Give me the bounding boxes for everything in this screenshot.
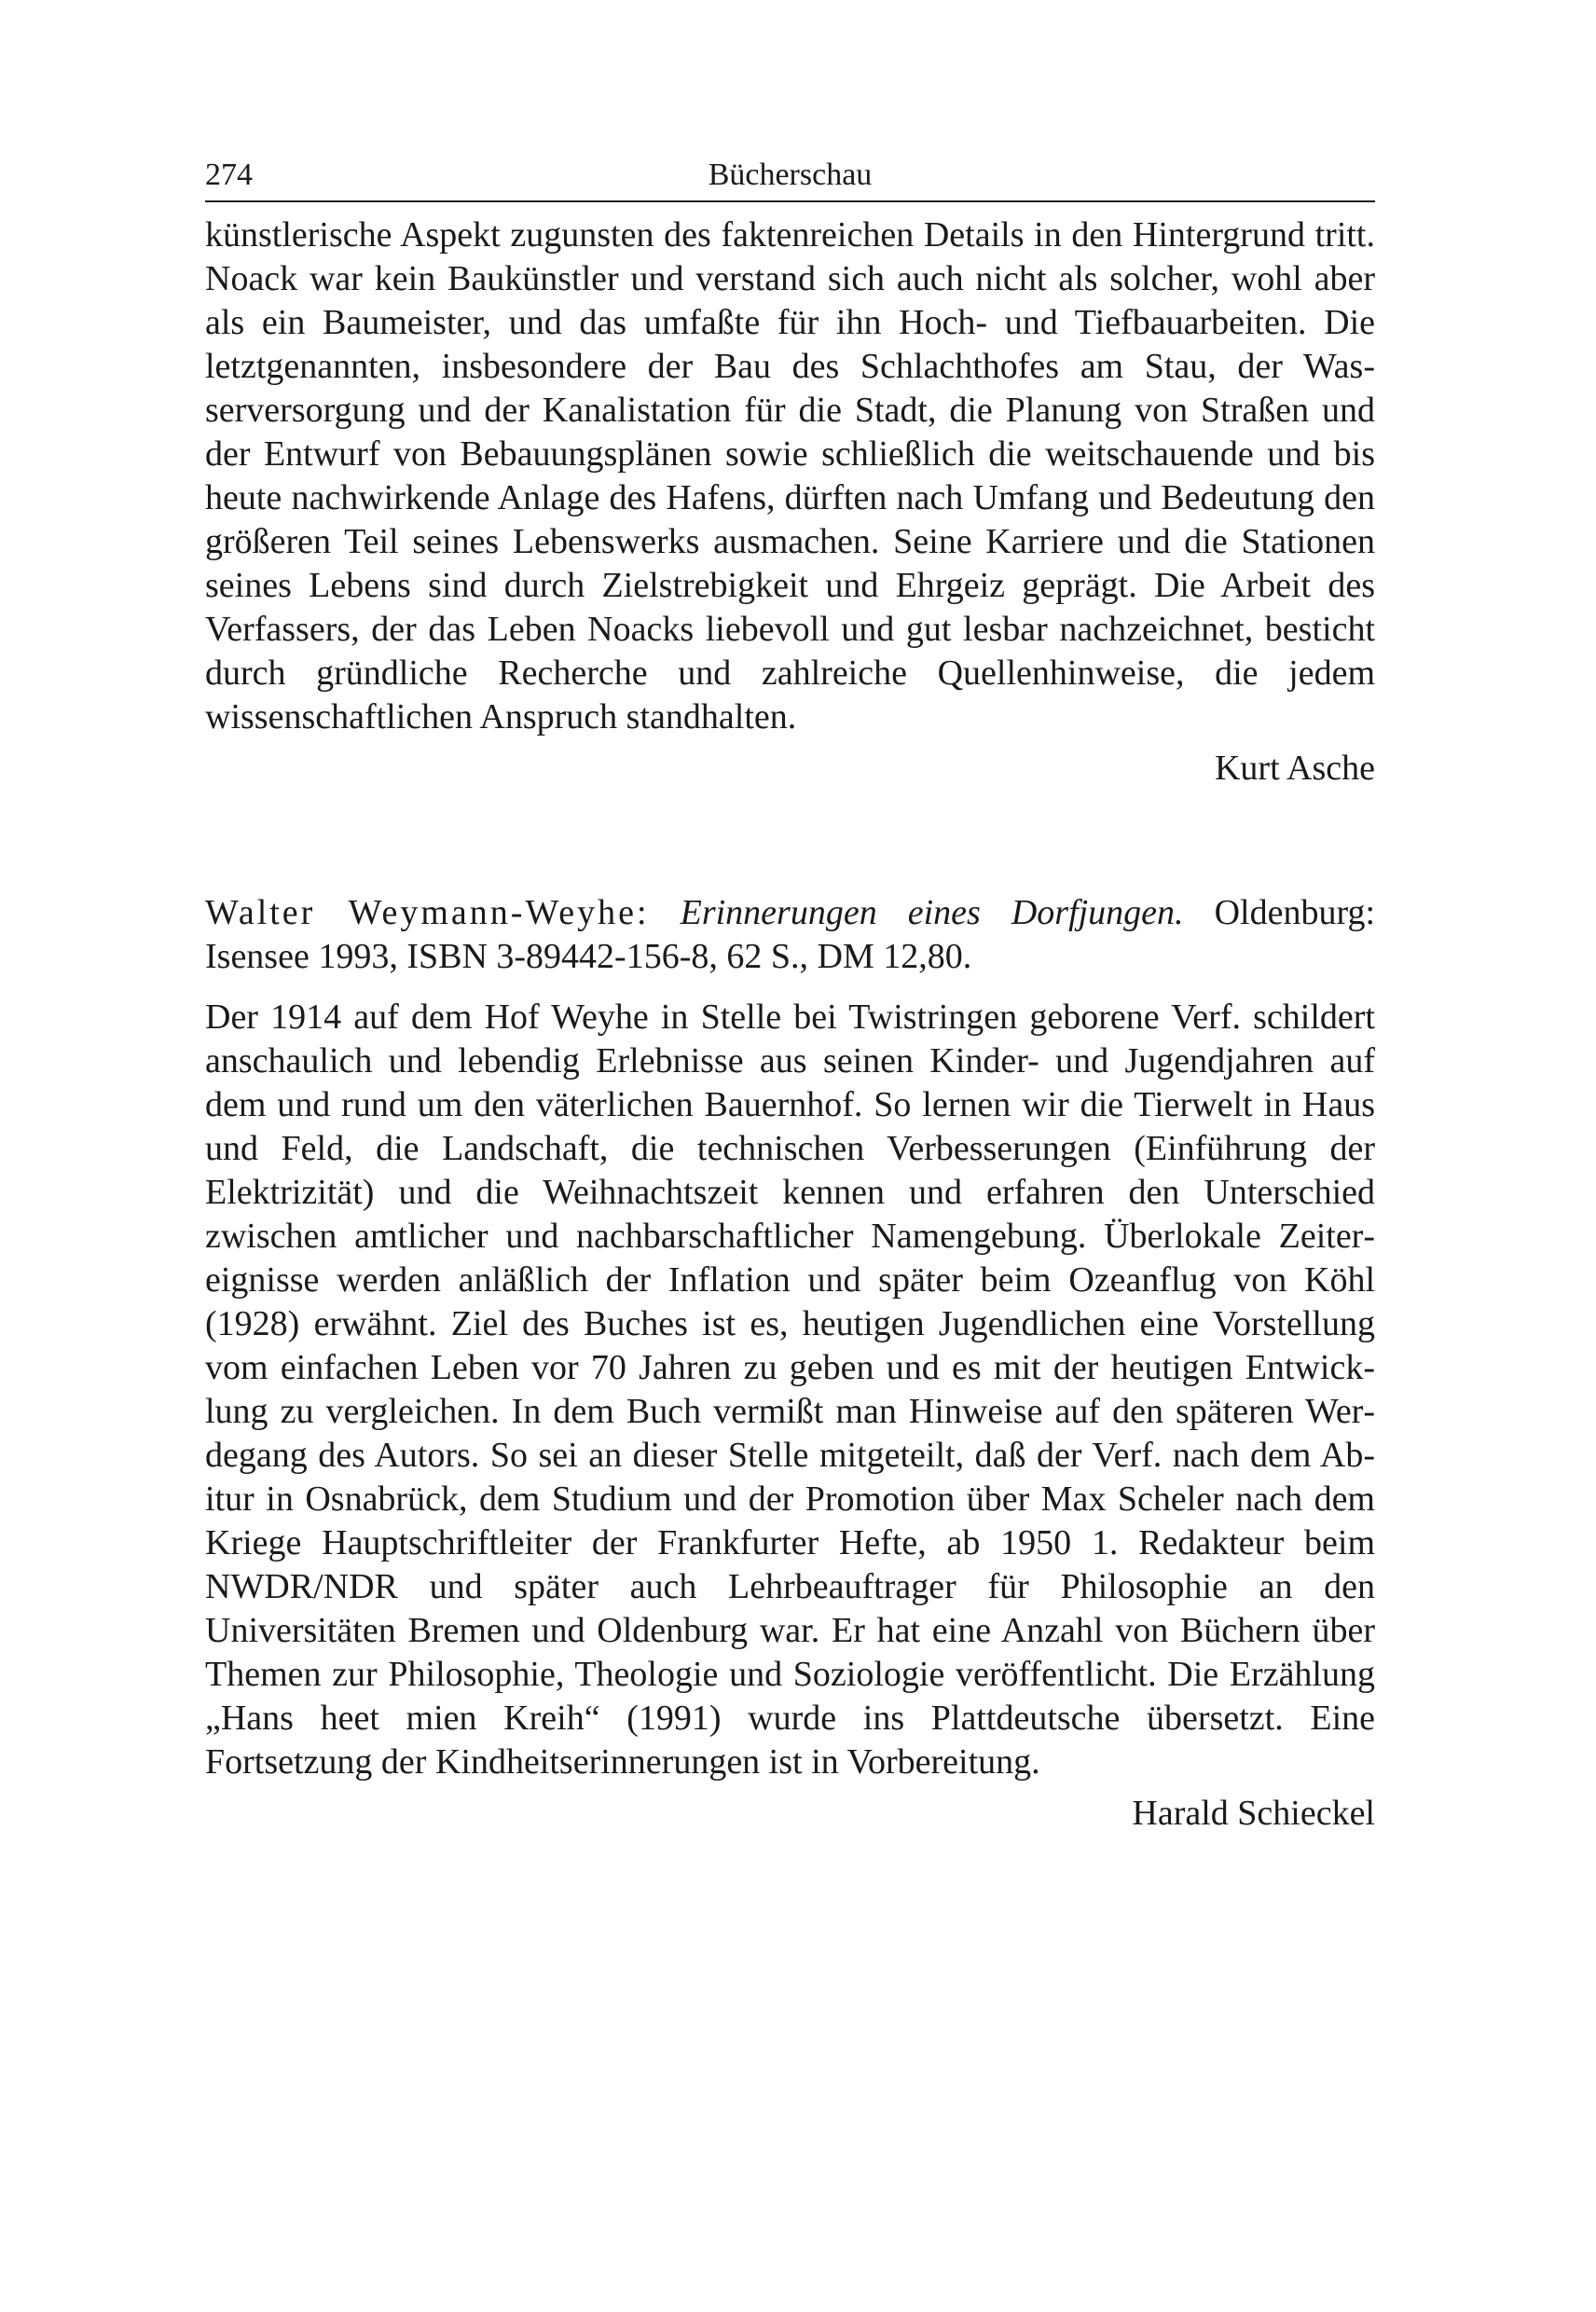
book-title: Erinnerungen eines Dorfjungen.	[680, 893, 1184, 932]
reviewer-signature: Kurt Asche	[1214, 749, 1375, 788]
book-citation	[205, 891, 1375, 979]
running-title: Bücherschau	[708, 158, 873, 192]
page-number: 274	[205, 158, 253, 192]
review-body: künstlerische Aspekt zugunsten des faktenreichen Details in den Hintergrund tritt. Noack war kein Baukünstler und verstand sich auch nicht als solcher, wohl aber als ein Baumeister, und das umfaßte für ihn Hoch- und Tiefbauarbeiten. Die letztgenannten, insbesondere der Bau des Schlachthofes am Stau, der Wasserversorgung und der Kanalistation für die Stadt, die Planung von Straßen und der Entwurf von Bebauungsplänen sowie schließlich die weitschauende und bis heute nachwirkende Anlage des Hafens, dürften nach Umfang und Bedeutung den größeren Teil seines Lebenswerks ausmachen. Seine Karriere und die Stationen seines Lebens sind durch Zielstrebigkeit und Ehrgeiz geprägt. Die Arbeit des Verfassers, der das Leben Noacks liebevoll und gut lesbar nachzeichnet, besticht durch gründliche Recherche und zahlreiche Quellenhinweise, die jedem wissenschaftlichen Anspruch standhalten.	[205, 215, 1375, 736]
book-author: Walter Weymann-Weyhe:	[205, 893, 650, 932]
book-page	[205, 154, 1375, 1836]
running-head	[205, 154, 1375, 202]
reviewer-signature: Harald Schieckel	[1132, 1794, 1375, 1833]
review-weymann-weyhe	[205, 891, 1375, 1836]
review-body: Der 1914 auf dem Hof Weyhe in Stelle bei Twistringen geborene Verf. schildert anschaulich und lebendig Erlebnisse aus seinen Kinder- und Jugendjahren auf dem und rund um den väterlichen Bauernhof. So lernen wir die Tierwelt in Haus und Feld, die Landschaft, die technischen Verbesserungen (Einführung der Elektrizität) und die Weihnachtszeit kennen und erfahren den Unterschied zwischen amtlicher und nachbarschaftlicher Namengebung. Überlokale Zeitereignisse werden anläßlich der Inflation und später beim Ozeanflug von Köhl (1928) erwähnt. Ziel des Buches ist es, heutigen Jugendlichen eine Vorstellung vom einfachen Leben vor 70 Jahren zu geben und es mit der heutigen Entwicklung zu vergleichen. In dem Buch vermißt man Hinweise auf den späteren Werdegang des Autors. So sei an dieser Stelle mitgeteilt, daß der Verf. nach dem Abitur in Osnabrück, dem Studium und der Promotion über Max Scheler nach dem Kriege Hauptschriftleiter der Frankfurter Hefte, ab 1950 1. Redakteur beim NWDR/NDR und später auch Lehrbeauftrager für Philosophie an den Universitäten Bremen und Oldenburg war. Er hat eine Anzahl von Büchern über Themen zur Philosophie, Theologie und Soziologie veröffentlicht. Die Erzählung „Hans heet mien Kreih“ (1991) wurde ins Plattdeutsche übersetzt. Eine Fortsetzung der Kindheitserinnerungen ist in Vorbereitung.	[205, 998, 1375, 1782]
book-imprint: Oldenburg: Isensee 1993, ISBN 3-89442-156-8, 62 S., DM 12,80.	[205, 893, 1376, 976]
review-noack	[205, 213, 1375, 791]
